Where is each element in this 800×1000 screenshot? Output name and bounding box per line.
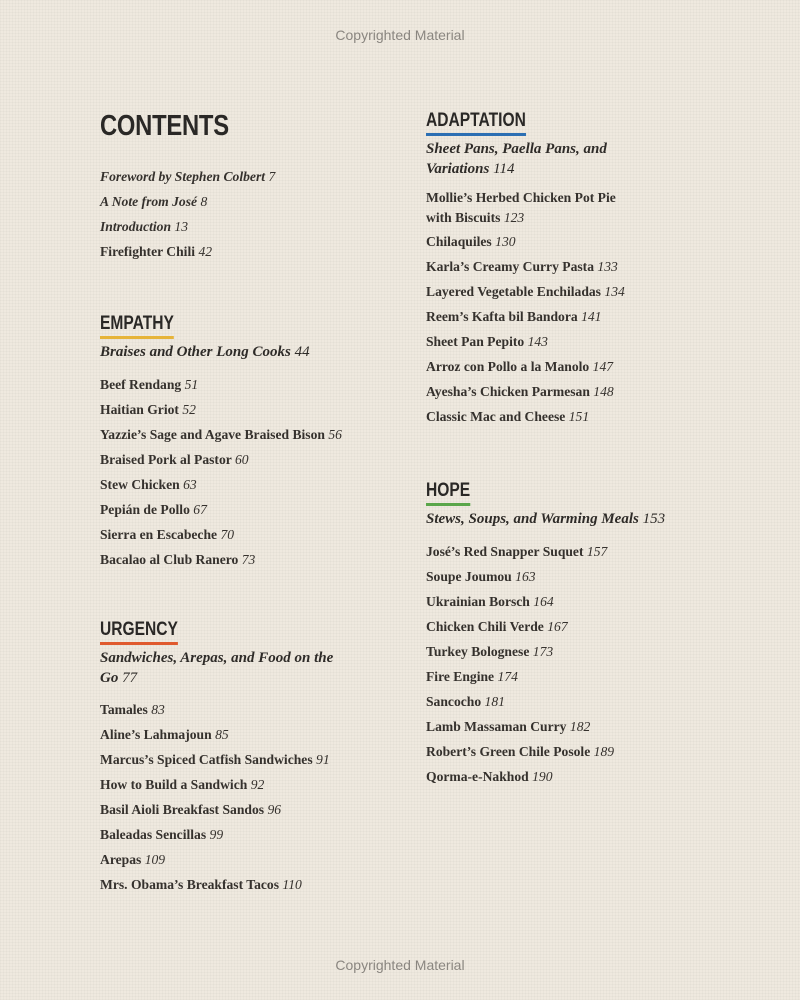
entry-title: Karla’s Creamy Curry Pasta bbox=[426, 259, 594, 274]
toc-entry bbox=[100, 239, 400, 264]
entry-title: Foreword by Stephen Colbert bbox=[100, 169, 266, 184]
entry-page: 73 bbox=[241, 551, 256, 567]
toc-entry bbox=[426, 539, 666, 564]
entry-page: 56 bbox=[328, 426, 342, 442]
entry-title: Stew Chicken bbox=[100, 476, 180, 492]
subtitle-page: 114 bbox=[493, 160, 515, 177]
toc-entry bbox=[100, 214, 400, 239]
entry-title: Fire Engine bbox=[426, 668, 495, 684]
entry-page: 174 bbox=[497, 668, 518, 684]
entry-page: 133 bbox=[597, 259, 618, 274]
entry-page: 141 bbox=[581, 309, 602, 324]
toc-entry bbox=[100, 697, 340, 722]
entry-page: 83 bbox=[151, 702, 165, 717]
toc-entry bbox=[426, 639, 666, 664]
toc-entry bbox=[100, 847, 340, 872]
entry-title: Chilaquiles bbox=[426, 234, 492, 249]
entry-page: 123 bbox=[503, 209, 525, 225]
entry-title: Bacalao al Club Ranero bbox=[100, 551, 239, 567]
entry-title: Aline’s Lahmajoun bbox=[100, 727, 212, 742]
section-heading: HOPE bbox=[426, 480, 470, 506]
entry-title: A Note from José bbox=[100, 194, 198, 209]
entry-page: 143 bbox=[527, 334, 548, 349]
toc-entry bbox=[426, 564, 666, 589]
toc-entry bbox=[426, 379, 666, 404]
toc-entry bbox=[426, 229, 666, 254]
toc-entry bbox=[426, 739, 666, 764]
entry-title: Qorma-e-Nakhod bbox=[426, 768, 529, 784]
toc-entry bbox=[100, 747, 340, 772]
toc-entry bbox=[426, 664, 666, 689]
entry-page: 167 bbox=[547, 618, 568, 634]
entry-title: Pepián de Pollo bbox=[100, 501, 190, 517]
entry-title: Ukrainian Borsch bbox=[426, 593, 530, 609]
toc-entry bbox=[100, 397, 342, 422]
toc-entry bbox=[100, 472, 342, 497]
entry-title: Sierra en Escabeche bbox=[100, 526, 218, 542]
entry-page: 60 bbox=[234, 451, 249, 467]
entry-list bbox=[426, 188, 666, 429]
entry-title: Sancocho bbox=[426, 693, 482, 709]
entry-title: Haitian Griot bbox=[100, 401, 179, 417]
entry-title: Introduction bbox=[100, 219, 172, 234]
subtitle-text: Sheet Pans, Paella Pans, and Variations bbox=[426, 141, 607, 177]
entry-title: Chicken Chili Verde bbox=[426, 618, 544, 634]
section-hope bbox=[426, 480, 666, 789]
entry-page: 134 bbox=[604, 284, 625, 299]
section-adaptation bbox=[426, 110, 666, 429]
entry-page: 110 bbox=[282, 877, 302, 892]
entry-title: Firefighter Chili bbox=[100, 244, 196, 259]
entry-title: Yazzie’s Sage and Agave Braised Bison bbox=[100, 426, 325, 442]
entry-list bbox=[100, 372, 342, 572]
toc-entry bbox=[426, 614, 666, 639]
section-heading: EMPATHY bbox=[100, 313, 174, 339]
subtitle-page: 44 bbox=[294, 344, 310, 360]
entry-page: 181 bbox=[484, 693, 505, 709]
page-title: CONTENTS bbox=[100, 110, 229, 142]
entry-page: 42 bbox=[198, 244, 213, 259]
section-heading: ADAPTATION bbox=[426, 110, 526, 136]
entry-page: 148 bbox=[593, 384, 614, 399]
entry-page: 70 bbox=[220, 526, 235, 542]
entry-title: Sheet Pan Pepito bbox=[426, 334, 525, 349]
subtitle-text: Braises and Other Long Cooks bbox=[100, 344, 291, 360]
entry-page: 99 bbox=[209, 827, 224, 842]
entry-page: 67 bbox=[193, 501, 207, 517]
section-subtitle bbox=[426, 510, 666, 530]
section-subtitle bbox=[426, 140, 666, 179]
toc-entry bbox=[100, 422, 342, 447]
toc-entry bbox=[100, 497, 342, 522]
entry-page: 8 bbox=[200, 194, 208, 209]
entry-title: Arroz con Pollo a la Manolo bbox=[426, 359, 590, 374]
entry-page: 7 bbox=[268, 169, 276, 184]
entry-title: Baleadas Sencillas bbox=[100, 827, 207, 842]
toc-entry bbox=[100, 872, 340, 897]
entry-page: 91 bbox=[316, 752, 330, 767]
section-urgency bbox=[100, 619, 340, 897]
toc-entry bbox=[426, 188, 641, 227]
entry-list bbox=[100, 697, 340, 897]
entry-page: 182 bbox=[569, 718, 591, 734]
section-empathy bbox=[100, 313, 342, 572]
entry-page: 189 bbox=[593, 743, 615, 759]
entry-title: Basil Aioli Breakfast Sandos bbox=[100, 802, 265, 817]
entry-page: 173 bbox=[532, 643, 554, 659]
toc-entry bbox=[100, 772, 340, 797]
toc-entry bbox=[426, 764, 666, 789]
toc-entry bbox=[426, 254, 666, 279]
entry-title: José’s Red Snapper Suquet bbox=[426, 543, 584, 559]
toc-entry bbox=[426, 354, 666, 379]
toc-entry bbox=[426, 304, 666, 329]
toc-entry bbox=[100, 164, 400, 189]
section-subtitle bbox=[100, 649, 340, 688]
entry-title: Lamb Massaman Curry bbox=[426, 718, 567, 734]
copyright-footer: Copyrighted Material bbox=[335, 957, 465, 973]
entry-title: Tamales bbox=[100, 702, 148, 717]
entry-page: 190 bbox=[532, 768, 553, 784]
subtitle-text: Sandwiches, Arepas, and Food on the Go bbox=[100, 650, 334, 686]
subtitle-page: 77 bbox=[122, 669, 138, 686]
toc-entry bbox=[426, 689, 666, 714]
entry-title: Marcus’s Spiced Catfish Sandwiches bbox=[100, 752, 313, 767]
entry-title: Mrs. Obama’s Breakfast Tacos bbox=[100, 877, 279, 892]
toc-entry bbox=[426, 329, 666, 354]
entry-title: Soupe Joumou bbox=[426, 568, 512, 584]
toc-entry bbox=[100, 372, 342, 397]
toc-entry bbox=[100, 522, 342, 547]
entry-title: Arepas bbox=[100, 852, 142, 867]
entry-title: Ayesha’s Chicken Parmesan bbox=[426, 384, 590, 399]
copyright-header: Copyrighted Material bbox=[335, 27, 465, 43]
entry-page: 13 bbox=[174, 219, 189, 234]
entry-page: 85 bbox=[215, 727, 229, 742]
toc-entry bbox=[100, 797, 340, 822]
toc-entry bbox=[426, 404, 666, 429]
entry-title: Turkey Bolognese bbox=[426, 643, 530, 659]
entry-page: 51 bbox=[184, 376, 199, 392]
toc-entry bbox=[100, 722, 340, 747]
entry-page: 130 bbox=[495, 234, 516, 249]
entry-title: Braised Pork al Pastor bbox=[100, 451, 232, 467]
section-subtitle bbox=[100, 343, 340, 363]
entry-page: 151 bbox=[568, 409, 590, 424]
entry-page: 147 bbox=[592, 359, 614, 374]
entry-title: Reem’s Kafta bil Bandora bbox=[426, 309, 578, 324]
toc-entry bbox=[100, 822, 340, 847]
entry-page: 63 bbox=[183, 476, 197, 492]
entry-title: Robert’s Green Chile Posole bbox=[426, 743, 591, 759]
entry-page: 52 bbox=[182, 401, 196, 417]
entry-title: Beef Rendang bbox=[100, 376, 182, 392]
entry-title: Mollie’s Herbed Chicken Pot Pie with Biscuits bbox=[426, 190, 616, 225]
front-matter bbox=[100, 110, 400, 264]
entry-title: How to Build a Sandwich bbox=[100, 777, 248, 792]
entry-page: 163 bbox=[515, 568, 536, 584]
toc-entry bbox=[426, 279, 666, 304]
front-matter-list bbox=[100, 164, 400, 264]
toc-entry bbox=[426, 714, 666, 739]
entry-title: Layered Vegetable Enchiladas bbox=[426, 284, 601, 299]
entry-page: 164 bbox=[533, 593, 554, 609]
entry-list bbox=[426, 539, 666, 789]
toc-entry bbox=[100, 547, 342, 572]
entry-page: 157 bbox=[586, 543, 608, 559]
entry-page: 109 bbox=[144, 852, 166, 867]
toc-entry bbox=[426, 589, 666, 614]
section-heading: URGENCY bbox=[100, 619, 178, 645]
entry-page: 92 bbox=[250, 777, 265, 792]
subtitle-text: Stews, Soups, and Warming Meals bbox=[426, 511, 639, 527]
toc-entry bbox=[100, 189, 400, 214]
entry-page: 96 bbox=[267, 802, 282, 817]
subtitle-page: 153 bbox=[642, 511, 666, 527]
toc-entry bbox=[100, 447, 342, 472]
entry-title: Classic Mac and Cheese bbox=[426, 409, 566, 424]
